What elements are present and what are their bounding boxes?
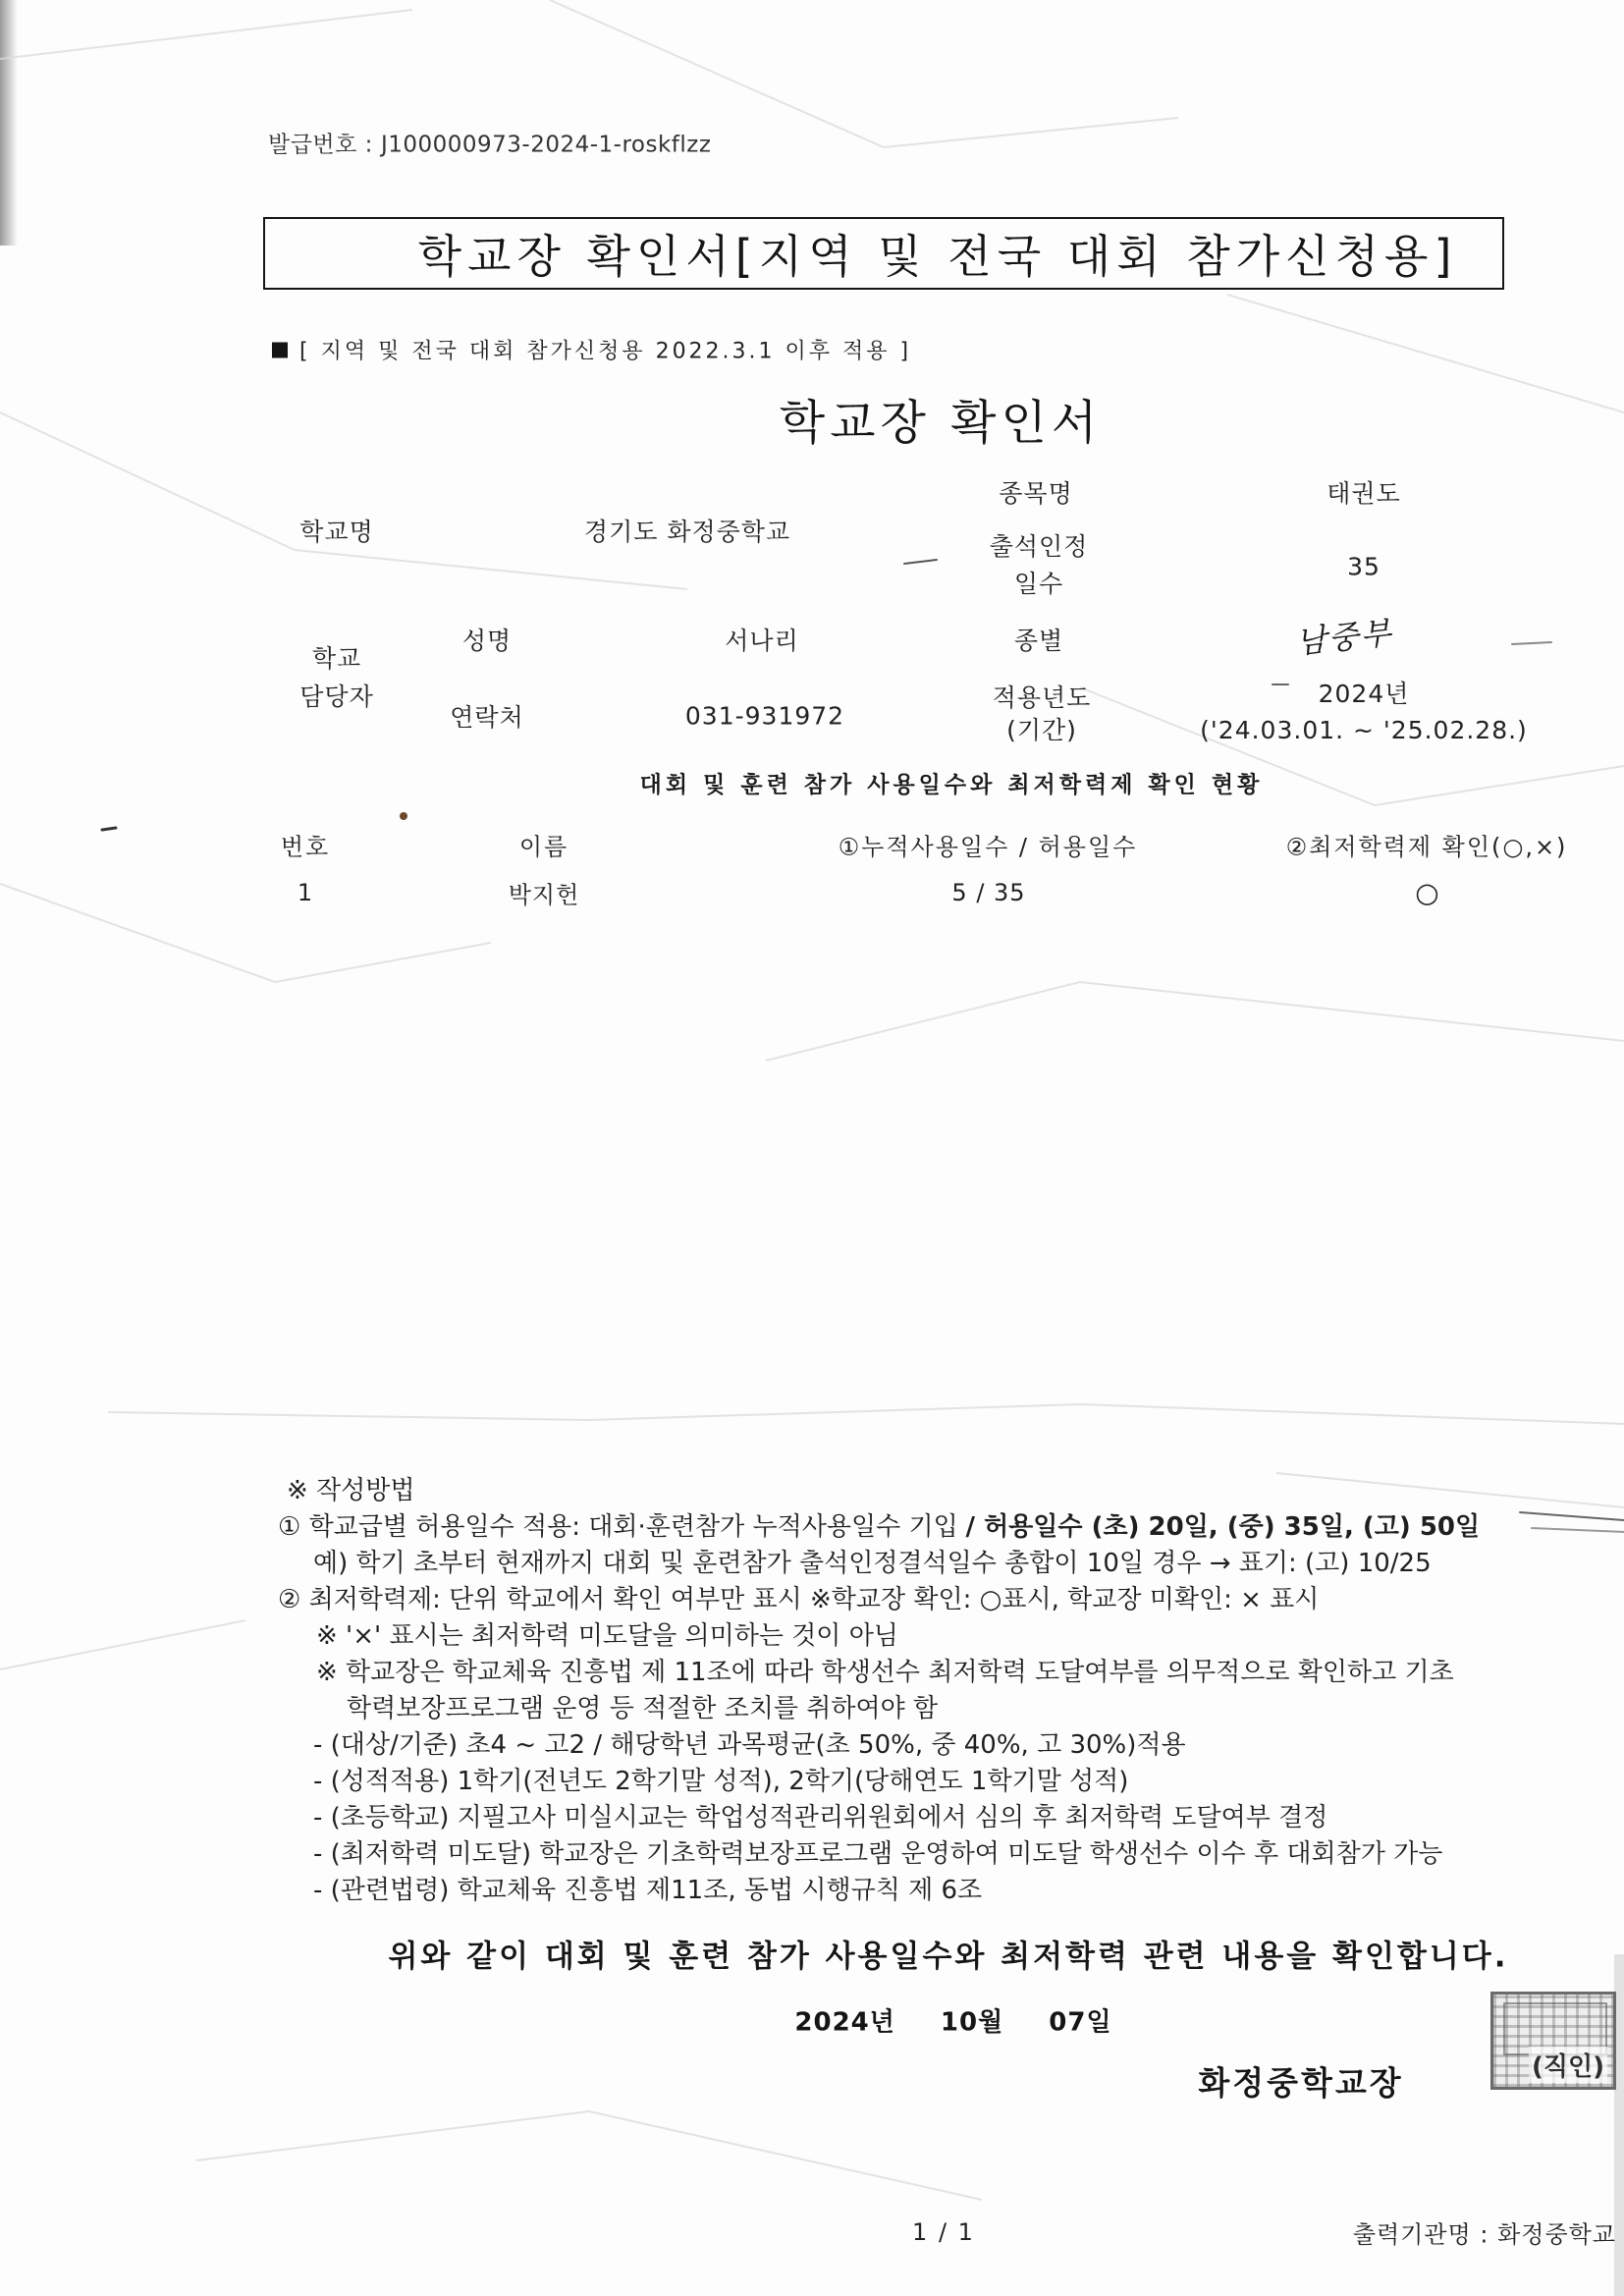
category-value-handwritten: 남중부 xyxy=(1294,613,1395,662)
applicability-notice-text: [ 지역 및 전국 대회 참가신청용 2022.3.1 이후 적용 ] xyxy=(299,339,912,364)
attendance-days-label-line: 일수 xyxy=(1013,570,1064,598)
period-year: 2024년 xyxy=(1318,680,1410,708)
period-label-line: (기간) xyxy=(1006,716,1077,744)
instruction-line: - (성적적용) 1학기(전년도 2학기말 성적), 2학기(당해연도 1학기말 성적) xyxy=(313,1767,1129,1796)
instruction-line: ※ '×' 표시는 최저학력 미도달을 의미하는 것이 아님 xyxy=(316,1621,898,1651)
document-heading: 학교장 확인서 xyxy=(779,395,1103,451)
applicability-notice xyxy=(272,335,911,365)
row-used-days: 5 / 35 xyxy=(951,879,1026,906)
period-label xyxy=(993,682,1092,746)
staff-phone-label: 연락처 xyxy=(450,703,524,732)
attendance-days-value: 35 xyxy=(1347,552,1380,581)
staff-name-value: 서나리 xyxy=(725,627,799,655)
instruction-line: ※ 학교장은 학교체육 진흥법 제 11조에 따라 학생선수 최저학력 도달여부를 의무적으로 확인하고 기초 xyxy=(316,1658,1454,1687)
seal-label: (직인) xyxy=(1529,2047,1607,2083)
issue-number-label: 발급번호 : xyxy=(268,132,373,158)
column-header-used-days: ①누적사용일수 / 허용일수 xyxy=(838,833,1138,861)
official-seal-stamp xyxy=(1490,1992,1616,2090)
school-name-label: 학교명 xyxy=(299,518,374,546)
staff-phone-value: 031-931972 xyxy=(684,701,845,731)
issuing-institution: 출력기관명 : 화정중학교 xyxy=(1352,2220,1616,2249)
form-title: 학교장 확인서[지역 및 전국 대회 참가신청용] xyxy=(417,230,1458,283)
confirmation-statement: 위와 같이 대회 및 훈련 참가 사용일수와 최저학력 관련 내용을 확인합니다. xyxy=(388,1939,1509,1975)
staff-name-label: 성명 xyxy=(461,627,513,655)
instruction-line: ② 최저학력제: 단위 학교에서 확인 여부만 표시 ※학교장 확인: ○표시, 학교장 미확인: × 표시 xyxy=(278,1585,1320,1614)
staff-label-line: 학교 xyxy=(311,644,362,673)
instructions xyxy=(278,1473,1480,1909)
issue-number-value: J100000973-2024-1-roskflzz xyxy=(380,132,712,158)
category-label: 종별 xyxy=(1013,627,1064,655)
period-value xyxy=(1200,676,1528,748)
row-number: 1 xyxy=(297,879,314,906)
instruction-line-text: ① 학교급별 허용일수 적용: 대회·훈련참가 누적사용일수 기입 xyxy=(278,1512,958,1542)
page-number: 1 / 1 xyxy=(912,2218,975,2246)
issue-number xyxy=(268,127,711,159)
issue-date: 2024년 10월 07일 xyxy=(794,2007,1112,2038)
instruction-line: - (초등학교) 지필고사 미실시교는 학업성적관리위원회에서 심의 후 최저학력 도달여부 결정 xyxy=(313,1803,1328,1832)
column-header-minimum-check: ②최저학력제 확인(○,×) xyxy=(1285,833,1568,861)
period-range: ('24.03.01. ~ '25.02.28.) xyxy=(1200,716,1528,744)
instruction-line: 학력보장프로그램 운영 등 적절한 조치를 취하여야 함 xyxy=(347,1694,939,1723)
row-name: 박지헌 xyxy=(508,881,580,909)
staff-label-line: 담당자 xyxy=(299,683,374,711)
sport-value: 태권도 xyxy=(1326,479,1401,508)
instruction-line-bold: / 허용일수 (초) 20일, (중) 35일, (고) 50일 xyxy=(965,1512,1481,1542)
square-bullet-icon xyxy=(272,343,288,358)
period-label-line: 적용년도 xyxy=(992,683,1092,712)
instruction-line: 예) 학기 초부터 현재까지 대회 및 훈련참가 출석인정결석일수 총합이 10일 경우 → 표기: (고) 10/25 xyxy=(313,1549,1432,1578)
column-header-number: 번호 xyxy=(280,833,331,861)
sport-label: 종목명 xyxy=(999,479,1073,508)
signer-title: 화정중학교장 xyxy=(1198,2063,1404,2103)
school-name-value: 경기도 화정중학교 xyxy=(583,518,791,546)
instruction-line: - (관련법령) 학교체육 진흥법 제11조, 동법 시행규칙 제 6조 xyxy=(313,1876,983,1905)
row-minimum-check: ○ xyxy=(1415,876,1440,909)
instructions-heading: ※ 작성방법 xyxy=(287,1476,415,1505)
column-header-name: 이름 xyxy=(518,833,569,861)
attendance-days-label-line: 출석인정 xyxy=(989,532,1089,561)
status-section-title: 대회 및 훈련 참가 사용일수와 최저학력제 확인 현황 xyxy=(639,772,1264,798)
instruction-line: - (대상/기준) 초4 ~ 고2 / 해당학년 과목평균(초 50%, 중 40%, 고 30%)적용 xyxy=(313,1730,1186,1760)
staff-label xyxy=(299,639,373,716)
instruction-line: - (최저학력 미도달) 학교장은 기초학력보장프로그램 운영하여 미도달 학생선수 이수 후 대회참가 가능 xyxy=(313,1839,1443,1869)
instruction-line xyxy=(278,1509,1480,1546)
attendance-days-label xyxy=(990,528,1089,603)
